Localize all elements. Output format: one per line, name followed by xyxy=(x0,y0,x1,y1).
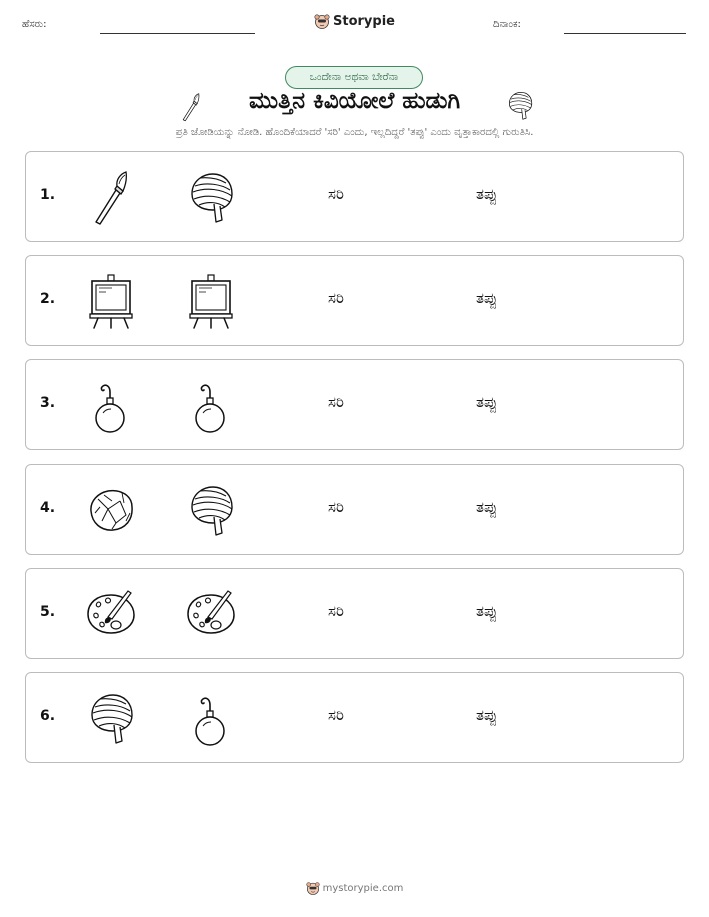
question-number: 5. xyxy=(40,604,56,620)
answer-no-option[interactable]: ತಪ್ಪು xyxy=(476,498,498,516)
question-row xyxy=(25,151,684,242)
answer-no-option[interactable]: ತಪ್ಪು xyxy=(476,185,498,203)
question-number: 3. xyxy=(40,395,56,411)
date-line[interactable] xyxy=(564,33,686,34)
question-row xyxy=(25,568,684,659)
answer-no-option[interactable]: ತಪ್ಪು xyxy=(476,393,498,411)
easel-icon xyxy=(86,274,136,329)
question-row xyxy=(25,359,684,450)
palette-icon xyxy=(86,587,136,642)
pigment-stone-icon xyxy=(86,483,136,538)
instructions: ಪ್ರತಿ ಜೋಡಿಯನ್ನು ನೋಡಿ. ಹೊಂದಿಕೆಯಾದರೆ 'ಸರಿ' ಎಂದು, ಇಲ್ಲದಿದ್ದರೆ 'ತಪ್ಪು' ಎಂದು ವೃತ್ತಾಕಾರದಲ್ಲಿ ಗುರುತಿಸಿ. xyxy=(175,127,534,138)
date-label: ದಿನಾಂಕ: xyxy=(493,19,521,30)
question-number: 6. xyxy=(40,708,56,724)
question-row xyxy=(25,672,684,763)
turban-icon xyxy=(186,483,236,538)
pearl-earring-icon xyxy=(186,378,236,433)
turban-icon xyxy=(506,90,534,121)
page-title: ಮುತ್ತಿನ ಕಿವಿಯೋಲೆ ಹುಡುಗಿ xyxy=(248,88,461,114)
mascot-icon xyxy=(314,13,330,29)
name-line[interactable] xyxy=(100,33,255,34)
worksheet-type-badge: ಒಂದೇನಾ ಅಥವಾ ಬೇರೆನಾ xyxy=(285,66,423,89)
mascot-icon xyxy=(306,881,320,895)
question-number: 1. xyxy=(40,187,56,203)
turban-icon xyxy=(186,170,236,225)
answer-yes-option[interactable]: ಸರಿ xyxy=(328,498,344,516)
answer-yes-option[interactable]: ಸರಿ xyxy=(328,602,344,620)
name-label: ಹೆಸರು: xyxy=(22,19,47,30)
question-row xyxy=(25,464,684,555)
question-number: 2. xyxy=(40,291,56,307)
question-row xyxy=(25,255,684,346)
brand xyxy=(0,13,709,33)
answer-yes-option[interactable]: ಸರಿ xyxy=(328,289,344,307)
pearl-earring-icon xyxy=(186,691,236,746)
answer-no-option[interactable]: ತಪ್ಪು xyxy=(476,706,498,724)
footer-url[interactable]: mystorypie.com xyxy=(322,882,404,894)
easel-icon xyxy=(186,274,236,329)
footer xyxy=(0,881,709,898)
answer-no-option[interactable]: ತಪ್ಪು xyxy=(476,289,498,307)
turban-icon xyxy=(86,691,136,746)
answer-no-option[interactable]: ತಪ್ಪು xyxy=(476,602,498,620)
palette-icon xyxy=(186,587,236,642)
answer-yes-option[interactable]: ಸರಿ xyxy=(328,706,344,724)
pearl-earring-icon xyxy=(86,378,136,433)
question-number: 4. xyxy=(40,500,56,516)
paintbrush-icon xyxy=(86,170,136,225)
brand-name: Storypie xyxy=(333,13,395,29)
answer-yes-option[interactable]: ಸರಿ xyxy=(328,393,344,411)
answer-yes-option[interactable]: ಸರಿ xyxy=(328,185,344,203)
